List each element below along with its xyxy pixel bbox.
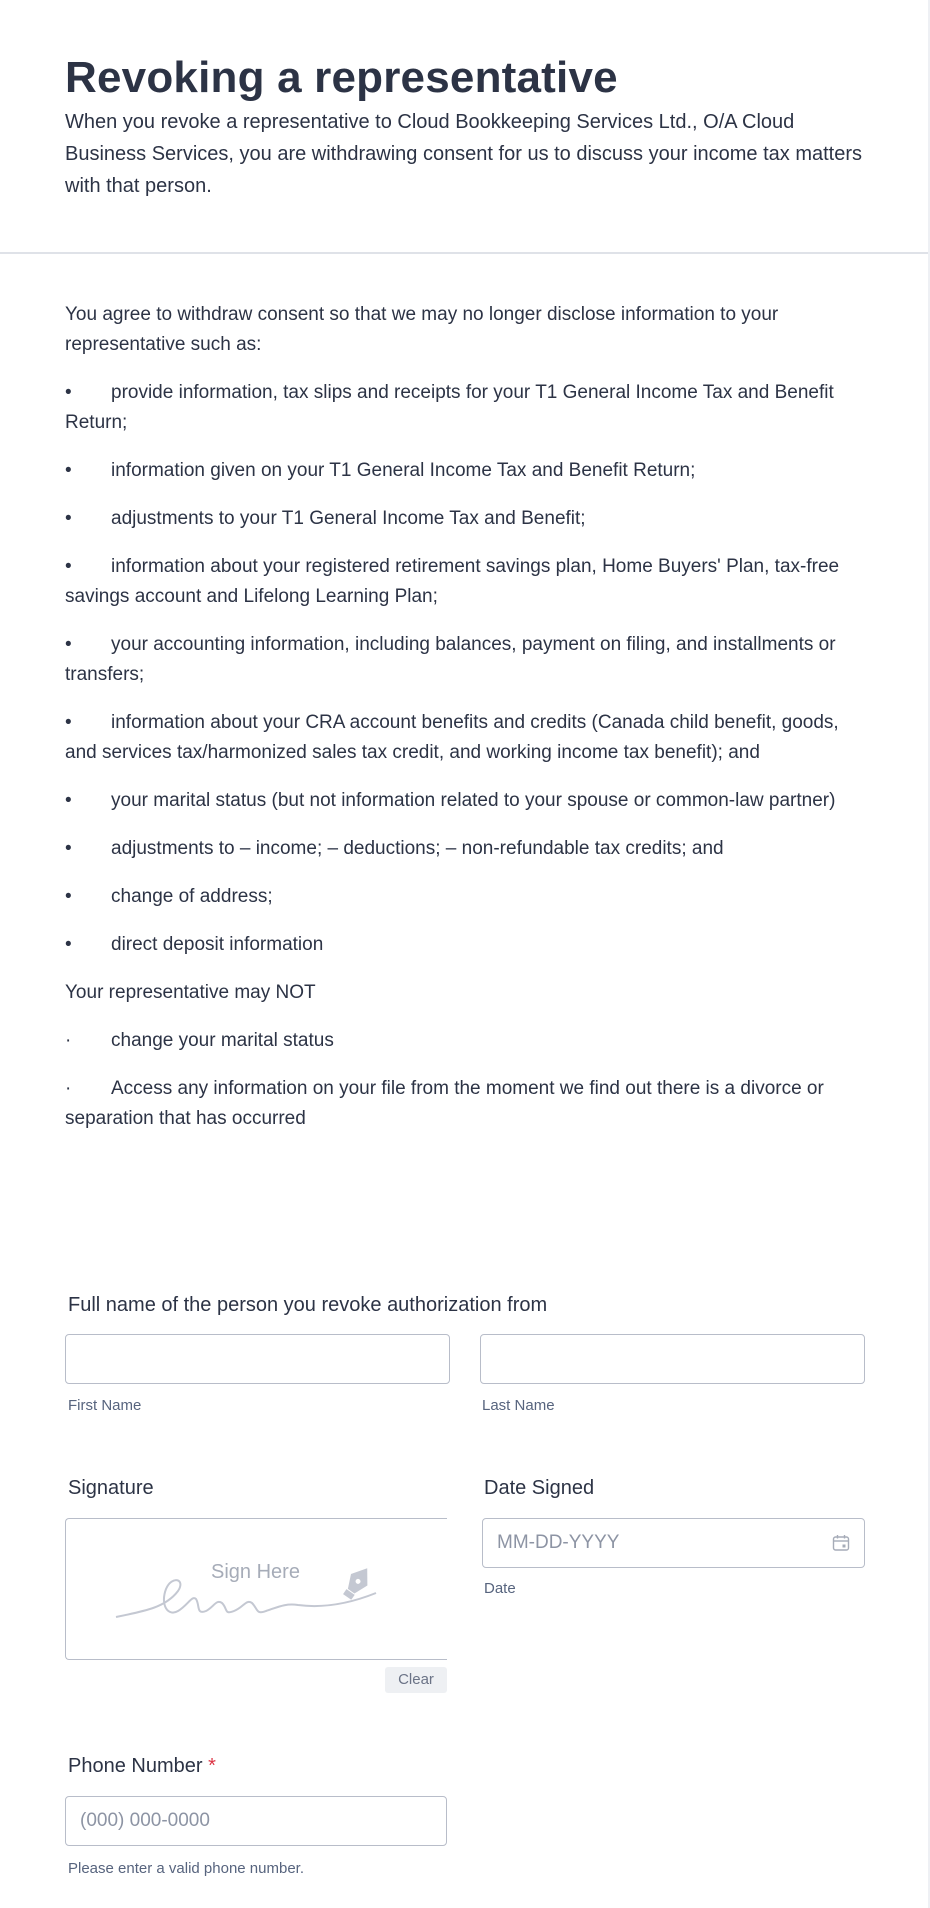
intro-paragraph: You agree to withdraw consent so that we may no longer disclose information to your representative such as: (65, 304, 779, 355)
list-item (65, 504, 870, 534)
list-item-text: your accounting information, including balances, payment on filing, and installments or transfers; (65, 634, 836, 685)
list-item-text: change your marital status (111, 1030, 334, 1051)
list-item-text: information given on your T1 General Income Tax and Benefit Return; (111, 460, 696, 481)
first-name-input[interactable] (65, 1334, 450, 1384)
not-list-item (65, 1074, 870, 1134)
clear-signature-button[interactable]: Clear (385, 1667, 447, 1693)
first-name-sublabel: First Name (68, 1397, 142, 1414)
list-item-text: provide information, tax slips and receipts for your T1 General Income Tax and Benefit Return; (65, 382, 834, 433)
bullet: • (65, 712, 72, 733)
signature-pad[interactable] (65, 1518, 447, 1660)
date-sublabel: Date (484, 1580, 516, 1597)
phone-input[interactable]: (000) 000-0000 (65, 1796, 447, 1846)
list-item (65, 378, 870, 438)
page-title: Revoking a representative (65, 53, 618, 102)
date-placeholder: MM-DD-YYYY (497, 1532, 620, 1553)
list-item-text: direct deposit information (111, 934, 324, 955)
list-item (65, 882, 870, 912)
list-item-text: information about your CRA account benefits and credits (Canada child benefit, goods, and services tax/harmonized sales tax credit, and working income tax benefit); and (65, 712, 839, 763)
full-name-label: Full name of the person you revoke authorization from (68, 1294, 548, 1316)
list-item-text: information about your registered retirement savings plan, Home Buyers' Plan, tax-free savings account and Lifelong Learning Plan; (65, 556, 840, 607)
not-heading: Your representative may NOT (65, 982, 316, 1003)
list-item-text: adjustments to – income; – deductions; – non-refundable tax credits; and (111, 838, 724, 859)
bullet: · (65, 1030, 72, 1051)
list-item (65, 552, 870, 612)
bullet: • (65, 634, 72, 655)
list-item-text: adjustments to your T1 General Income Tax and Benefit; (111, 508, 586, 529)
list-item (65, 834, 870, 864)
phone-sublabel: Please enter a valid phone number. (68, 1860, 304, 1877)
bullet: • (65, 508, 72, 529)
page-subtitle: When you revoke a representative to Cloud Bookkeeping Services Ltd., O/A Cloud Business Services, you are withdrawing consent for us to discuss your income tax matters with that person. (65, 111, 863, 197)
bullet: • (65, 556, 72, 577)
phone-label (68, 1752, 216, 1780)
signature-label: Signature (68, 1477, 154, 1499)
list-item (65, 786, 870, 816)
list-item (65, 630, 870, 690)
sign-here-hint: Sign Here (211, 1561, 300, 1583)
pen-nib-icon (339, 1563, 375, 1603)
consent-text (65, 300, 870, 1152)
bullet: • (65, 790, 72, 811)
bullet: • (65, 382, 72, 403)
list-item (65, 930, 870, 960)
form-header (65, 50, 865, 202)
phone-label-text: Phone Number (68, 1755, 203, 1777)
bullet: • (65, 886, 72, 907)
required-asterisk: * (208, 1755, 216, 1777)
list-item (65, 456, 870, 486)
list-item-text: change of address; (111, 886, 273, 907)
list-item-text: Access any information on your file from the moment we find out there is a divorce or separation that has occurred (65, 1078, 824, 1129)
bullet: • (65, 460, 72, 481)
date-input[interactable] (482, 1518, 865, 1568)
last-name-sublabel: Last Name (482, 1397, 555, 1414)
calendar-icon[interactable] (832, 1534, 850, 1552)
last-name-input[interactable] (480, 1334, 865, 1384)
header-divider (0, 252, 928, 254)
not-list-item (65, 1026, 870, 1056)
bullet: · (65, 1078, 72, 1099)
bullet: • (65, 934, 72, 955)
bullet: • (65, 838, 72, 859)
signature-scribble-icon (66, 1519, 448, 1661)
list-item-text: your marital status (but not information related to your spouse or common-law partner) (111, 790, 836, 811)
date-signed-label: Date Signed (484, 1477, 595, 1499)
list-item (65, 708, 870, 768)
